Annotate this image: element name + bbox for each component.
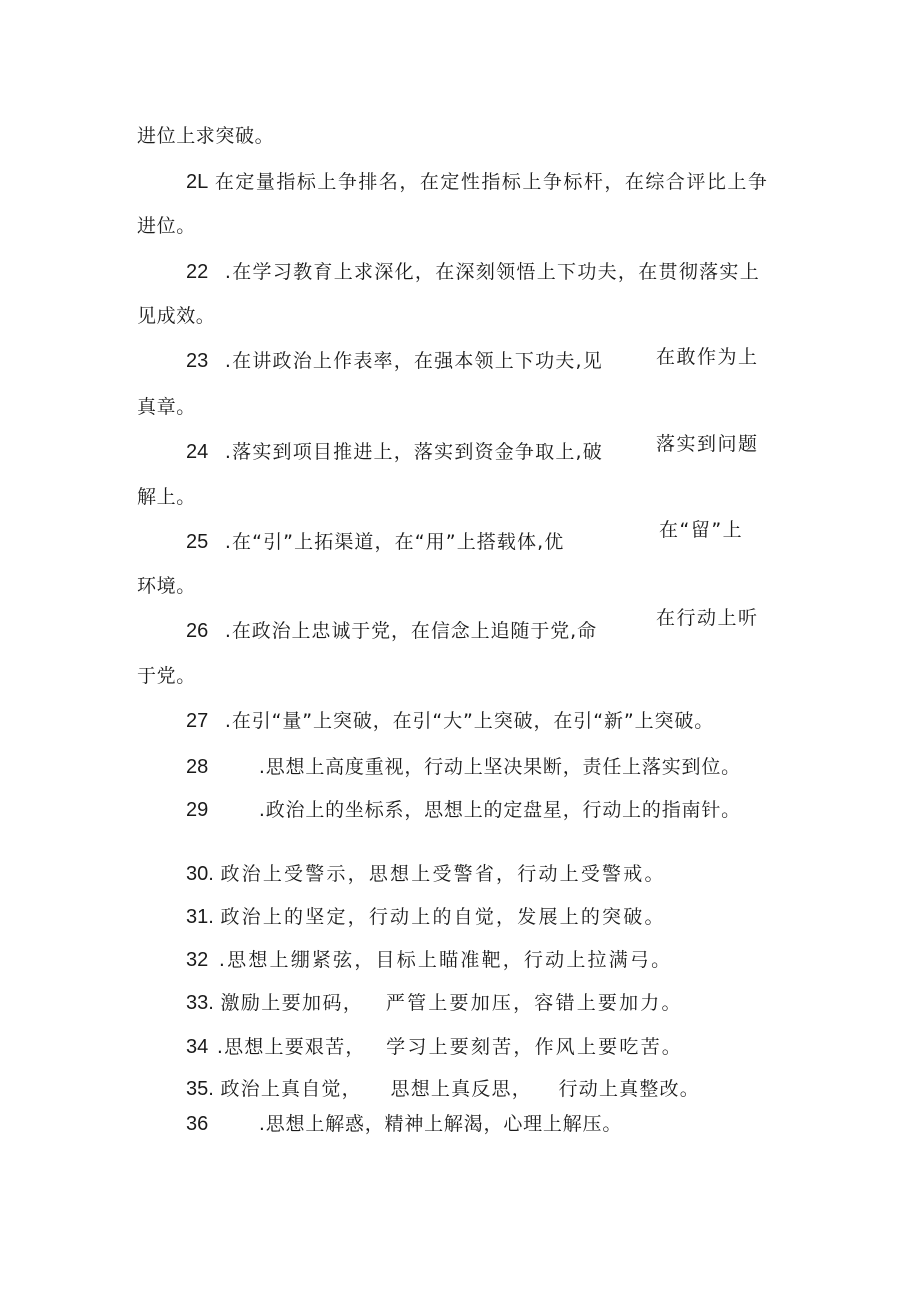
item-text-part2: 严管上要加压，容错上要加力。 (385, 992, 683, 1014)
item-number: 36 (186, 1113, 209, 1135)
list-item (186, 1112, 622, 1136)
item-text-tail (659, 518, 743, 542)
item-text: .思想上要艰苦， (216, 1036, 366, 1058)
list-item (186, 530, 564, 554)
text-line (137, 485, 196, 509)
item-number: 34 (186, 1036, 209, 1058)
item-text: .在引“量”上突破，在引“大”上突破，在引“新”上突破。 (224, 710, 715, 732)
tail-text: 落实到问题 (656, 433, 759, 455)
item-number: 25 (186, 531, 209, 553)
list-item (186, 798, 741, 822)
item-text-tail (656, 345, 759, 369)
item-text-part3: 行动上真整改。 (558, 1078, 700, 1100)
tail-text: 在敢作为上 (656, 346, 759, 368)
item-text: .思想上绷紧弦，目标上瞄准靶，行动上拉满弓。 (218, 949, 673, 971)
list-item (186, 170, 768, 194)
item-number: 35. (186, 1078, 214, 1100)
line-text: 于党。 (137, 665, 196, 687)
item-text: .政治上的坐标系，思想上的定盘星，行动上的指南针。 (258, 799, 741, 821)
item-text: 政治上的坚定，行动上的自觉，发展上的突破。 (220, 906, 666, 928)
item-text: .在学习教育上求深化，在深刻领悟上下功夫，在贯彻落实上 (224, 261, 761, 283)
item-number: 2L (186, 171, 209, 193)
line-text: 见成效。 (137, 305, 216, 327)
list-item (186, 619, 597, 643)
item-text: 政治上受警示，思想上受警省，行动上受警戒。 (220, 863, 666, 885)
item-number: 28 (186, 756, 209, 778)
line-text: 解上。 (137, 486, 196, 508)
list-item (186, 755, 741, 779)
list-item (186, 709, 714, 733)
list-item (186, 440, 603, 464)
item-text: .在“引”上拓渠道，在“用”上搭载体,优 (224, 531, 565, 553)
item-number: 27 (186, 710, 209, 732)
list-item (186, 862, 666, 886)
item-number: 31. (186, 906, 214, 928)
line-text: 环境。 (137, 575, 196, 597)
text-line (137, 214, 196, 238)
item-number: 22 (186, 261, 209, 283)
tail-text: 在“留”上 (659, 519, 744, 541)
line-text: 真章。 (137, 396, 196, 418)
item-text: .在政治上忠诚于党，在信念上追随于党,命 (224, 620, 597, 642)
text-line (137, 124, 274, 148)
list-item (186, 948, 672, 972)
item-number: 26 (186, 620, 209, 642)
list-item (186, 1035, 683, 1059)
item-number: 29 (186, 799, 209, 821)
item-text: .落实到项目推进上，落实到资金争取上,破 (224, 441, 603, 463)
text-line (137, 664, 196, 688)
item-text-part2: 学习上要刻苦，作风上要吃苦。 (386, 1036, 683, 1058)
list-item (186, 260, 760, 284)
list-item (186, 1077, 700, 1101)
line-text: 进位上求突破。 (137, 125, 275, 147)
item-text-tail (656, 432, 759, 456)
item-number: 24 (186, 441, 209, 463)
item-number: 33. (186, 992, 214, 1014)
list-item (186, 991, 683, 1015)
item-text: 政治上真自觉， (220, 1078, 362, 1100)
item-text-tail (656, 606, 759, 630)
item-text: 激励上要加码， (220, 992, 364, 1014)
tail-text: 在行动上听 (656, 607, 759, 629)
item-text: .思想上高度重视，行动上坚决果断，责任上落实到位。 (258, 756, 741, 778)
list-item (186, 349, 603, 373)
line-text: 进位。 (137, 215, 196, 237)
item-text-part2: 思想上真反思， (390, 1078, 532, 1100)
text-line (137, 574, 196, 598)
text-line (137, 395, 196, 419)
item-text: .思想上解惑，精神上解渴，心理上解压。 (258, 1113, 623, 1135)
item-number: 30. (186, 863, 214, 885)
item-number: 23 (186, 350, 209, 372)
item-text: .在讲政治上作表率，在强本领上下功夫,见 (224, 350, 603, 372)
list-item (186, 905, 666, 929)
text-line (137, 304, 215, 328)
item-number: 32 (186, 949, 209, 971)
item-text: 在定量指标上争排名，在定性指标上争标杆，在综合评比上争 (214, 171, 769, 193)
